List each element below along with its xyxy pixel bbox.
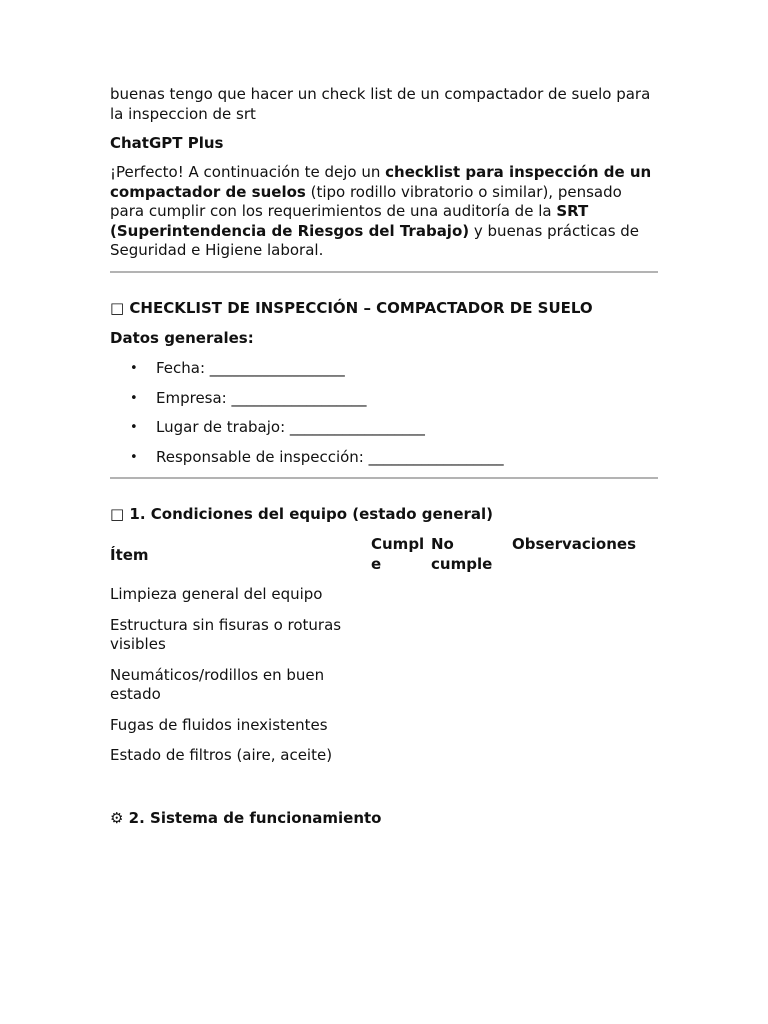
bullet-icon: •: [130, 420, 138, 435]
list-item: [110, 359, 658, 389]
row-item: Limpieza general del equipo: [110, 585, 323, 603]
cell-observaciones: [512, 738, 658, 769]
cell-no-cumple: [431, 708, 512, 739]
intro-bold-1: checklist para inspección de un compactador de suelos: [110, 163, 652, 201]
header-no-cumple: No cumple: [431, 535, 493, 573]
intro-paragraph: [110, 163, 658, 261]
field-lugar-de-trabajo: Lugar de trabajo: __________________: [156, 418, 425, 436]
intro-text-2: (tipo rodillo vibratorio o similar), pensado para cumplir con los requerimientos de una auditoría de la: [110, 182, 622, 220]
datos-generales-title: Datos generales:: [110, 329, 254, 347]
cell-cumple: [371, 658, 431, 708]
list-item: [110, 389, 658, 419]
field-empresa: Empresa: __________________: [156, 388, 367, 407]
cell-cumple: [371, 608, 431, 658]
checklist-table: [110, 535, 658, 769]
cell-no-cumple: [431, 577, 512, 608]
table-row: [110, 708, 658, 739]
intro-text-1: ¡Perfecto! A continuación te dejo un: [110, 163, 386, 181]
row-item: Neumáticos/rodillos en buen estado: [110, 665, 325, 703]
header-observaciones: Observaciones: [512, 535, 637, 553]
table-header-row: [110, 535, 658, 577]
header-item: Ítem: [110, 546, 149, 565]
intro-text-3: y buenas prácticas de Seguridad e Higiene laboral.: [110, 221, 640, 259]
datos-generales-list: [110, 359, 658, 477]
cell-no-cumple: [431, 608, 512, 658]
row-item: Estado de filtros (aire, aceite): [110, 746, 333, 764]
row-item: Fugas de fluidos inexistentes: [110, 715, 328, 734]
cell-cumple: [371, 738, 431, 769]
row-item: Estructura sin fisuras o roturas visibles: [110, 615, 342, 653]
table-row: [110, 658, 658, 708]
section-1-title: □ 1. Condiciones del equipo (estado general): [110, 505, 494, 523]
intro-bold-2: SRT (Superintendencia de Riesgos del Trabajo): [110, 202, 589, 240]
user-prompt: buenas tengo que hacer un check list de un compactador de suelo para la inspeccion de srt: [110, 85, 651, 123]
divider: [110, 477, 658, 479]
table-row: [110, 608, 658, 658]
list-item: [110, 448, 658, 478]
cell-observaciones: [512, 658, 658, 708]
table-row: [110, 738, 658, 769]
cell-cumple: [371, 708, 431, 739]
list-item: [110, 418, 658, 448]
field-responsable: Responsable de inspección: __________________: [156, 447, 504, 466]
cell-no-cumple: [431, 738, 512, 769]
cell-cumple: [371, 577, 431, 608]
cell-observaciones: [512, 577, 658, 608]
author-label: ChatGPT Plus: [110, 134, 224, 152]
bullet-icon: •: [130, 361, 138, 376]
cell-observaciones: [512, 708, 658, 739]
checklist-title: □ CHECKLIST DE INSPECCIÓN – COMPACTADOR DE SUELO: [110, 299, 593, 317]
bullet-icon: •: [130, 390, 138, 406]
field-fecha: Fecha: __________________: [156, 359, 345, 377]
cell-no-cumple: [431, 658, 512, 708]
divider: [110, 271, 658, 273]
section-2-title: ⚙ 2. Sistema de funcionamiento: [110, 809, 382, 827]
bullet-icon: •: [130, 449, 138, 465]
header-cumple: Cumple: [371, 535, 425, 573]
cell-observaciones: [512, 608, 658, 658]
table-row: [110, 577, 658, 608]
